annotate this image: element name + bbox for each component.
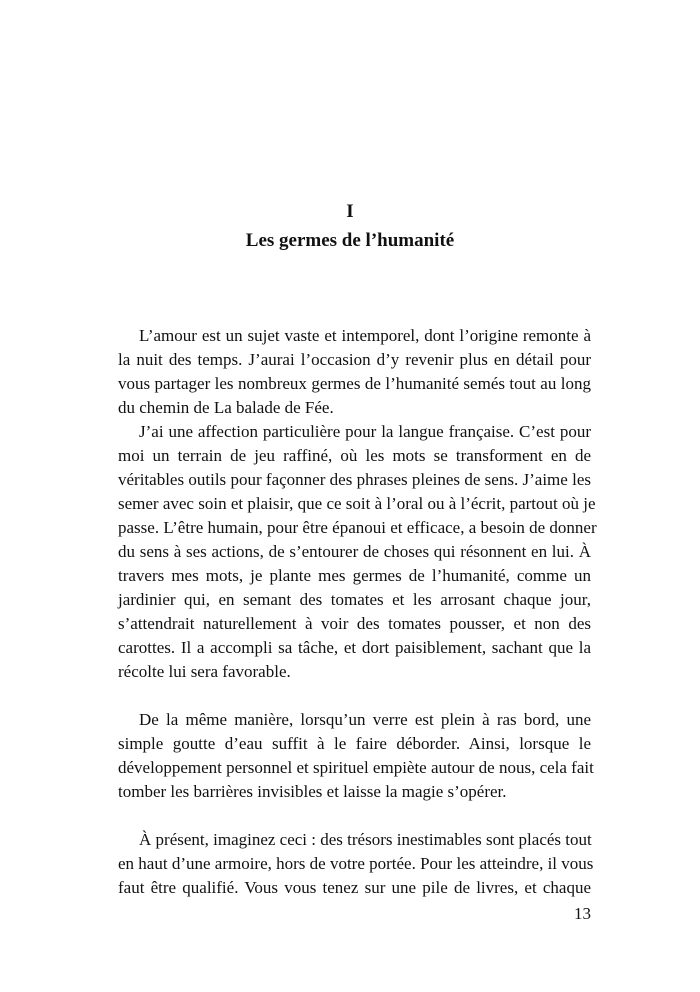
paragraph-4 xyxy=(118,828,594,900)
text-line: s’attendrait naturellement à voir des tomates pousser, et non des xyxy=(118,614,591,633)
chapter-title: Les germes de l’humanité xyxy=(245,230,455,251)
text-line: À présent, imaginez ceci : des trésors inestimables sont placés tout xyxy=(139,830,592,849)
text-line: travers mes mots, je plante mes germes de l’humanité, comme un xyxy=(118,566,591,585)
text-line: du sens à ses actions, de s’entourer de choses qui résonnent en lui. À xyxy=(118,542,591,561)
text-line: vous partager les nombreux germes de l’humanité semés tout au long xyxy=(118,374,591,393)
paragraph-1 xyxy=(118,324,591,420)
text-line: J’ai une affection particulière pour la langue française. C’est pour xyxy=(139,422,591,441)
text-line: De la même manière, lorsqu’un verre est plein à ras bord, une xyxy=(139,710,591,729)
text-line: simple goutte d’eau suffit à le faire déborder. Ainsi, lorsque le xyxy=(118,734,591,753)
text-line: carottes. Il a accompli sa tâche, et dort paisiblement, sachant que la xyxy=(118,638,591,657)
text-line: tomber les barrières invisibles et laisse la magie s’opérer. xyxy=(118,782,507,801)
text-line: passe. L’être humain, pour être épanoui et efficace, a besoin de donner xyxy=(118,518,597,537)
text-line: véritables outils pour façonner des phrases pleines de sens. J’aime les xyxy=(118,470,591,489)
text-line: jardinier qui, en semant des tomates et les arrosant chaque jour, xyxy=(118,590,591,609)
page-number: 13 xyxy=(574,904,591,923)
text-line: récolte lui sera favorable. xyxy=(118,662,291,681)
text-line: faut être qualifié. Vous vous tenez sur une pile de livres, et chaque xyxy=(118,878,591,897)
paragraph-2 xyxy=(118,420,597,684)
text-line: du chemin de La balade de Fée. xyxy=(118,398,334,417)
text-line: en haut d’une armoire, hors de votre portée. Pour les atteindre, il vous xyxy=(118,854,594,873)
paragraph-3 xyxy=(118,708,594,804)
text-line: L’amour est un sujet vaste et intemporel, dont l’origine remonte à xyxy=(139,326,591,345)
text-line: la nuit des temps. J’aurai l’occasion d’y revenir plus en détail pour xyxy=(118,350,591,369)
text-line: développement personnel et spirituel empiète autour de nous, cela fait xyxy=(118,758,594,777)
text-line: moi un terrain de jeu raffiné, où les mots se transforment en de xyxy=(118,446,591,465)
text-line: semer avec soin et plaisir, que ce soit à l’oral ou à l’écrit, partout où je xyxy=(118,494,596,513)
chapter-number: I xyxy=(346,201,354,222)
